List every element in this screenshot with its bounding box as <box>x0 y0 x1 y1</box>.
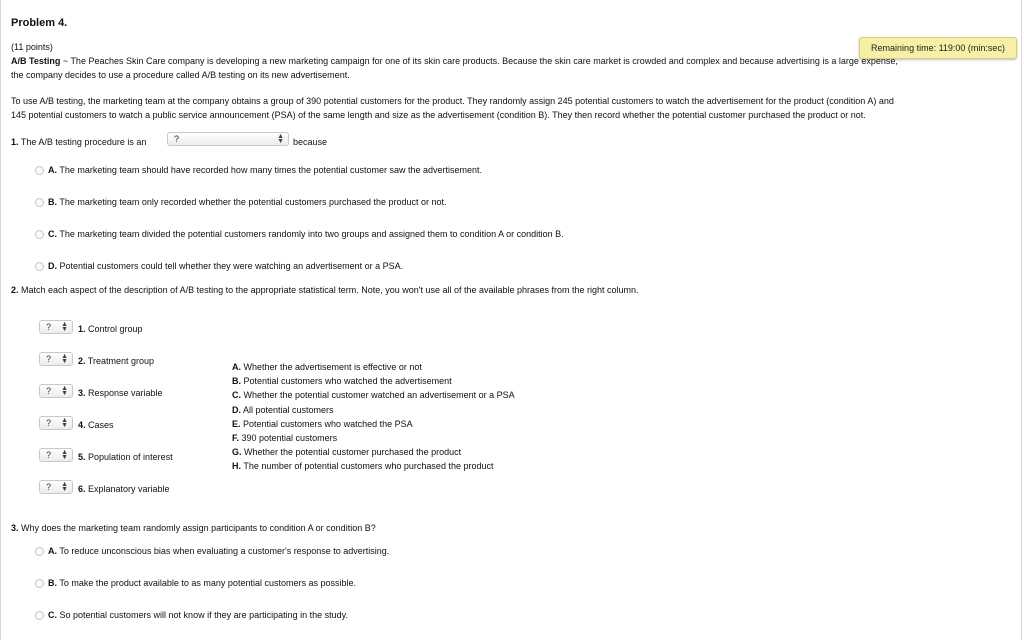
q2-prompt-text: Match each aspect of the description of A/B testing to the appropriate statistical term. Note, you won't use all of the available phrases from the right column. <box>18 285 639 295</box>
q1-select[interactable] <box>167 132 289 146</box>
phrase-h-text: The number of potential customers who purchased the product <box>241 461 494 471</box>
q3-number: 3. <box>11 523 19 533</box>
q3-option-a-text: To reduce unconscious bias when evaluating a customer's response to advertising. <box>57 546 390 556</box>
phrase-a-letter: A. <box>232 362 241 372</box>
q1-option-c-radio[interactable] <box>35 230 44 239</box>
match-item-6-label: Explanatory variable <box>85 484 170 494</box>
q1-prompt <box>11 136 146 148</box>
phrase-a <box>232 361 422 373</box>
match-select-5-value: ? <box>46 450 52 460</box>
q1-option-b <box>48 196 447 208</box>
match-item-4-label: Cases <box>85 420 114 430</box>
phrase-d <box>232 404 334 416</box>
match-item-3-num: 3. <box>78 388 86 398</box>
para-line-2: 145 potential customers to watch a public service announcement (PSA) of the same length and size as the advertisement (condition B). They then record whether the potential customer purchased the product or not. <box>11 110 866 120</box>
phrase-b-text: Potential customers who watched the advertisement <box>241 376 452 386</box>
phrase-c <box>232 389 515 401</box>
q2-prompt <box>11 284 639 296</box>
match-item-2-num: 2. <box>78 356 86 366</box>
select-arrows-icon: ▲ ▼ <box>61 353 68 365</box>
select-arrows-icon: ▲ ▼ <box>61 321 68 333</box>
q3-option-c-letter: C. <box>48 610 57 620</box>
q1-option-b-letter: B. <box>48 197 57 207</box>
q1-suffix: because <box>293 137 328 147</box>
select-arrows-icon: ▲ ▼ <box>61 385 68 397</box>
match-item-6 <box>78 483 170 495</box>
q3-option-c-text: So potential customers will not know if they are participating in the study. <box>57 610 348 620</box>
phrase-g-letter: G. <box>232 447 242 457</box>
phrase-b-letter: B. <box>232 376 241 386</box>
q3-prompt-text: Why does the marketing team randomly assign participants to condition A or condition B? <box>18 523 376 533</box>
match-item-1 <box>78 323 143 335</box>
phrase-f <box>232 432 337 444</box>
q1-option-a-text: The marketing team should have recorded how many times the potential customer saw the advertisement. <box>57 165 483 175</box>
phrase-c-letter: C. <box>232 390 241 400</box>
problem-title: Problem 4. <box>11 17 68 29</box>
phrase-e-letter: E. <box>232 419 241 429</box>
match-item-3 <box>78 387 163 399</box>
match-select-2-value: ? <box>46 354 52 364</box>
intro-bold-title: A/B Testing <box>11 56 61 66</box>
para-line-1: To use A/B testing, the marketing team at the company obtains a group of 390 potential customers for the product. They randomly assign 245 potential customers to watch the advertisement for the product (condition A) and <box>11 96 894 106</box>
match-item-1-label: Control group <box>85 324 143 334</box>
select-arrows-icon: ▲ ▼ <box>61 417 68 429</box>
phrase-d-letter: D. <box>232 405 241 415</box>
q1-option-a-letter: A. <box>48 165 57 175</box>
phrase-c-text: Whether the potential customer watched an advertisement or a PSA <box>241 390 515 400</box>
match-select-2[interactable] <box>39 352 73 366</box>
q3-option-b-radio[interactable] <box>35 579 44 588</box>
q1-option-d <box>48 260 403 272</box>
match-item-2-label: Treatment group <box>85 356 155 366</box>
intro-line-2: the company decides to use a procedure called A/B testing on its new advertisement. <box>11 70 350 80</box>
q3-option-b-letter: B. <box>48 578 57 588</box>
intro-line-1 <box>11 55 898 67</box>
q1-option-b-radio[interactable] <box>35 198 44 207</box>
phrase-b <box>232 375 452 387</box>
match-item-2 <box>78 355 154 367</box>
match-item-4-num: 4. <box>78 420 86 430</box>
q3-option-a-letter: A. <box>48 546 57 556</box>
match-item-5-num: 5. <box>78 452 86 462</box>
match-select-4[interactable] <box>39 416 73 430</box>
q2-number: 2. <box>11 285 19 295</box>
q1-option-c-text: The marketing team divided the potential customers randomly into two groups and assigned them to condition A or condition B. <box>57 229 564 239</box>
phrase-h <box>232 460 493 472</box>
q1-select-value: ? <box>174 134 180 144</box>
q1-option-a-radio[interactable] <box>35 166 44 175</box>
q1-option-b-text: The marketing team only recorded whether the potential customers purchased the product or not. <box>57 197 447 207</box>
match-select-5[interactable] <box>39 448 73 462</box>
match-select-3-value: ? <box>46 386 52 396</box>
q3-option-a <box>48 545 389 557</box>
phrase-h-letter: H. <box>232 461 241 471</box>
q3-option-c-radio[interactable] <box>35 611 44 620</box>
q3-option-a-radio[interactable] <box>35 547 44 556</box>
q1-option-a <box>48 164 482 176</box>
q1-option-c <box>48 228 564 240</box>
q1-option-d-letter: D. <box>48 261 57 271</box>
match-item-4 <box>78 419 114 431</box>
match-item-6-num: 6. <box>78 484 86 494</box>
q1-number: 1. <box>11 137 19 147</box>
match-select-1[interactable] <box>39 320 73 334</box>
phrase-e-text: Potential customers who watched the PSA <box>240 419 413 429</box>
phrase-e <box>232 418 413 430</box>
points-label: (11 points) <box>11 42 53 52</box>
phrase-g-text: Whether the potential customer purchased the product <box>241 447 462 457</box>
q1-prompt-text: The A/B testing procedure is an <box>18 137 147 147</box>
remaining-time-badge: Remaining time: 119:00 (min:sec) <box>859 37 1017 59</box>
match-item-5 <box>78 451 173 463</box>
phrase-g <box>232 446 461 458</box>
match-select-3[interactable] <box>39 384 73 398</box>
phrase-a-text: Whether the advertisement is effective or not <box>241 362 422 372</box>
match-select-4-value: ? <box>46 418 52 428</box>
match-item-5-label: Population of interest <box>85 452 173 462</box>
phrase-f-text: 390 potential customers <box>239 433 338 443</box>
q3-option-c <box>48 609 348 621</box>
q1-option-d-text: Potential customers could tell whether they were watching an advertisement or a PSA. <box>57 261 404 271</box>
select-arrows-icon: ▲ ▼ <box>61 481 68 493</box>
q3-option-b-text: To make the product available to as many potential customers as possible. <box>57 578 356 588</box>
intro-text: ~ The Peaches Skin Care company is developing a new marketing campaign for one of its skin care products. Because the skin care market is crowded and complex and because advertising is a large expense, <box>60 56 898 66</box>
q3-option-b <box>48 577 356 589</box>
match-select-1-value: ? <box>46 322 52 332</box>
match-item-1-num: 1. <box>78 324 86 334</box>
phrase-d-text: All potential customers <box>241 405 334 415</box>
q1-option-d-radio[interactable] <box>35 262 44 271</box>
match-select-6-value: ? <box>46 482 52 492</box>
q3-prompt <box>11 522 376 534</box>
phrase-f-letter: F. <box>232 433 240 443</box>
match-select-6[interactable] <box>39 480 73 494</box>
select-arrows-icon: ▲ ▼ <box>61 449 68 461</box>
match-item-3-label: Response variable <box>85 388 163 398</box>
q1-option-c-letter: C. <box>48 229 57 239</box>
select-arrows-icon: ▲ ▼ <box>277 133 284 145</box>
